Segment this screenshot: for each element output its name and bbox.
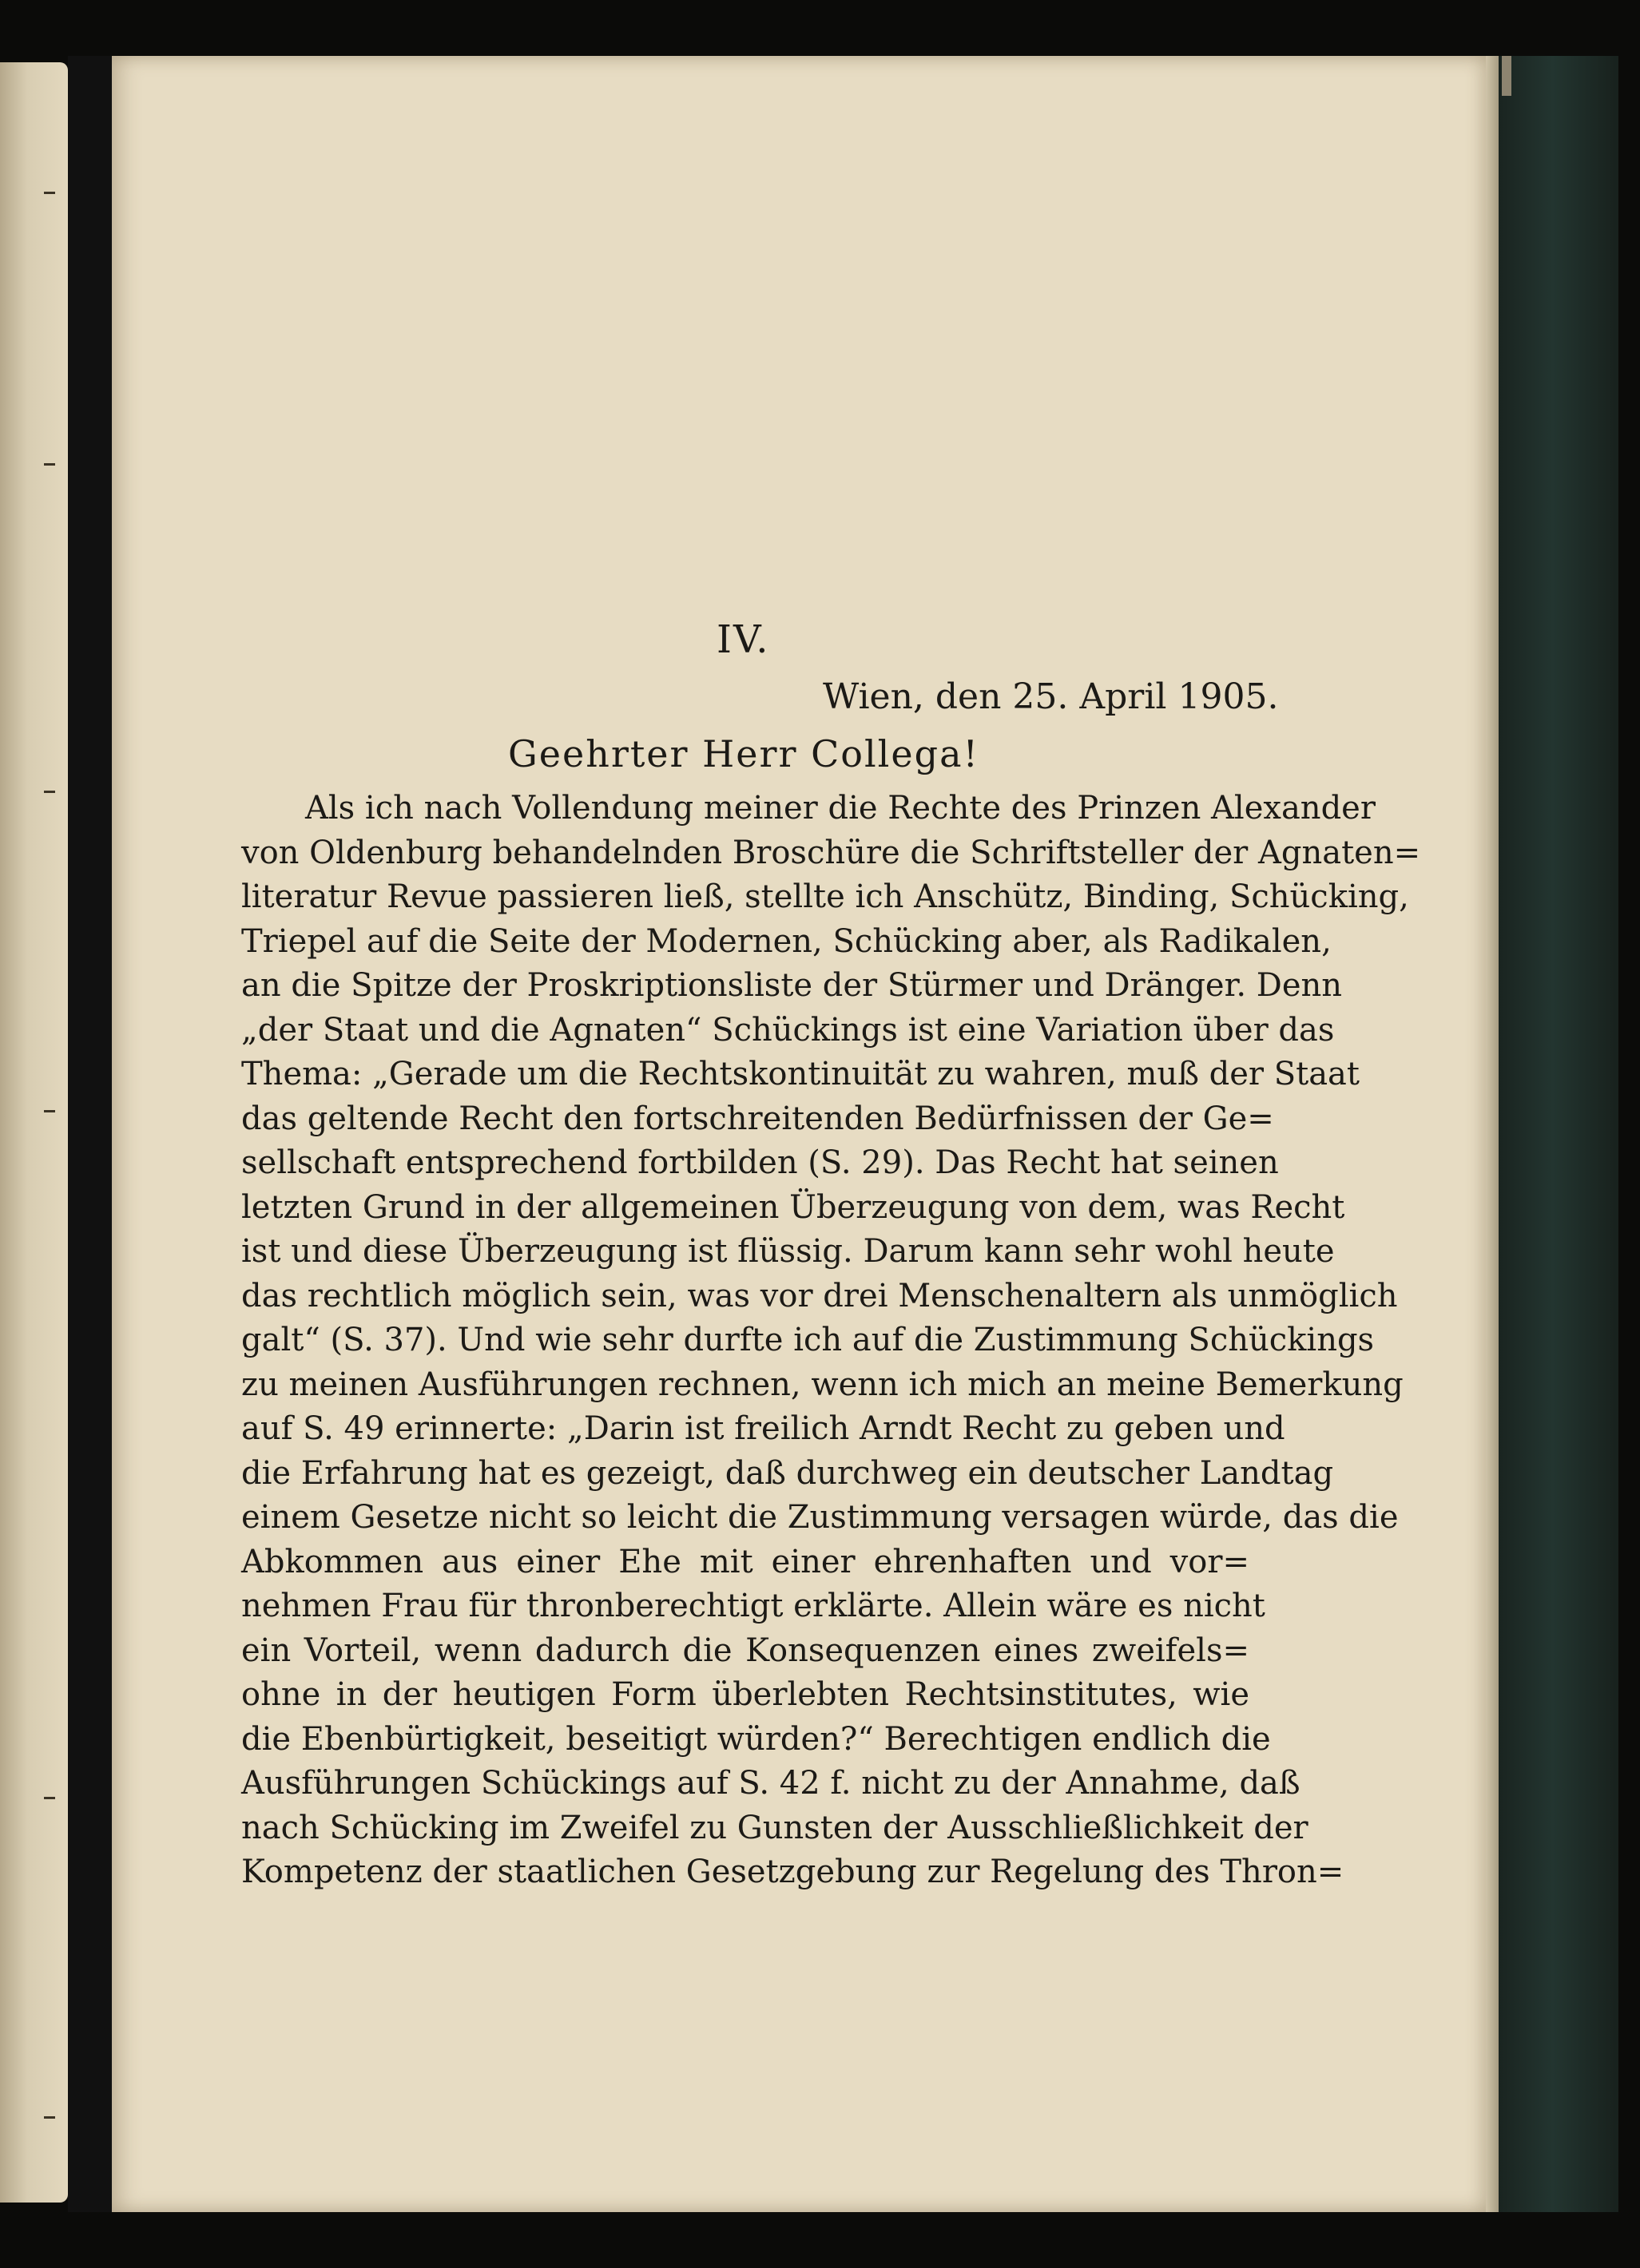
text-line: Triepel auf die Seite der Modernen, Schücking aber, als Radikalen, [241,922,1332,960]
stitch-mark [44,192,55,194]
text-line: literatur Revue passieren ließ, stellte ich Anschütz, Binding, Schücking, [241,878,1409,915]
book-binding [1499,56,1618,2212]
text-line: ein Vorteil, wenn dadurch die Konsequenzen eines zweifels= [241,1632,1249,1669]
dateline: Wien, den 25. April 1905. [823,676,1279,717]
binding-tag [1502,56,1511,96]
text-line: einem Gesetze nicht so leicht die Zustimmung versagen würde, das die [241,1499,1399,1536]
letter-body [241,787,1421,1895]
text-line: Als ich nach Vollendung meiner die Rechte des Prinzen Alexander [305,790,1376,827]
salutation: Geehrter Herr Collega! [508,732,979,775]
text-line: die Ebenbürtigkeit, beseitigt würden?“ Berechtigen endlich die [241,1720,1271,1758]
text-line: Thema: „Gerade um die Rechtskontinuität zu wahren, muß der Staat [241,1056,1360,1092]
text-line: Kompetenz der staatlichen Gesetzgebung zur Regelung des Thron= [241,1854,1344,1890]
text-line: Abkommen aus einer Ehe mit einer ehrenhaften und vor= [241,1543,1249,1580]
text-line: letzten Grund in der allgemeinen Überzeugung von dem, was Recht [241,1188,1345,1226]
text-line: galt“ (S. 37). Und wie sehr durfte ich auf die Zustimmung Schückings [241,1322,1375,1358]
text-line: sellschaft entsprechend fortbilden (S. 29). Das Recht hat seinen [241,1144,1279,1181]
book-gutter [68,56,112,2212]
text-line: nach Schücking im Zweifel zu Gunsten der Ausschließlichkeit der [241,1809,1308,1846]
stitch-mark [44,1110,55,1112]
text-line: die Erfahrung hat es gezeigt, daß durchweg ein deutscher Landtag [241,1454,1334,1492]
stitch-mark [44,2116,55,2119]
text-line: zu meinen Ausführungen rechnen, wenn ich mich an meine Bemerkung [241,1366,1404,1403]
text-line: auf S. 49 erinnerte: „Darin ist freilich Arndt Recht zu geben und [241,1410,1285,1447]
text-line: an die Spitze der Proskriptionsliste der Stürmer und Dränger. Denn [241,967,1343,1004]
text-line: das geltende Recht den fortschreitenden Bedürfnissen der Ge= [241,1100,1274,1137]
stitch-mark [44,463,55,466]
page-edge [1486,56,1499,2212]
text-line: das rechtlich möglich sein, was vor drei Menschenaltern als unmöglich [241,1277,1398,1314]
text-line: ist und diese Überzeugung ist flüssig. Darum kann sehr wohl heute [241,1233,1335,1270]
facing-page-edge [0,62,68,2203]
text-line: „der Staat und die Agnaten“ Schückings ist eine Variation über das [241,1011,1335,1049]
text-line: Ausführungen Schückings auf S. 42 f. nicht zu der Annahme, daß [241,1765,1300,1802]
stitch-mark [44,791,55,793]
text-line: ohne in der heutigen Form überlebten Rechtsinstitutes, wie [241,1676,1249,1713]
stitch-mark [44,1797,55,1799]
text-line: von Oldenburg behandelnden Broschüre die Schriftsteller der Agnaten= [241,834,1421,871]
chapter-numeral: IV. [717,617,770,662]
text-line: nehmen Frau für thronberechtigt erklärte. Allein wäre es nicht [241,1588,1265,1624]
